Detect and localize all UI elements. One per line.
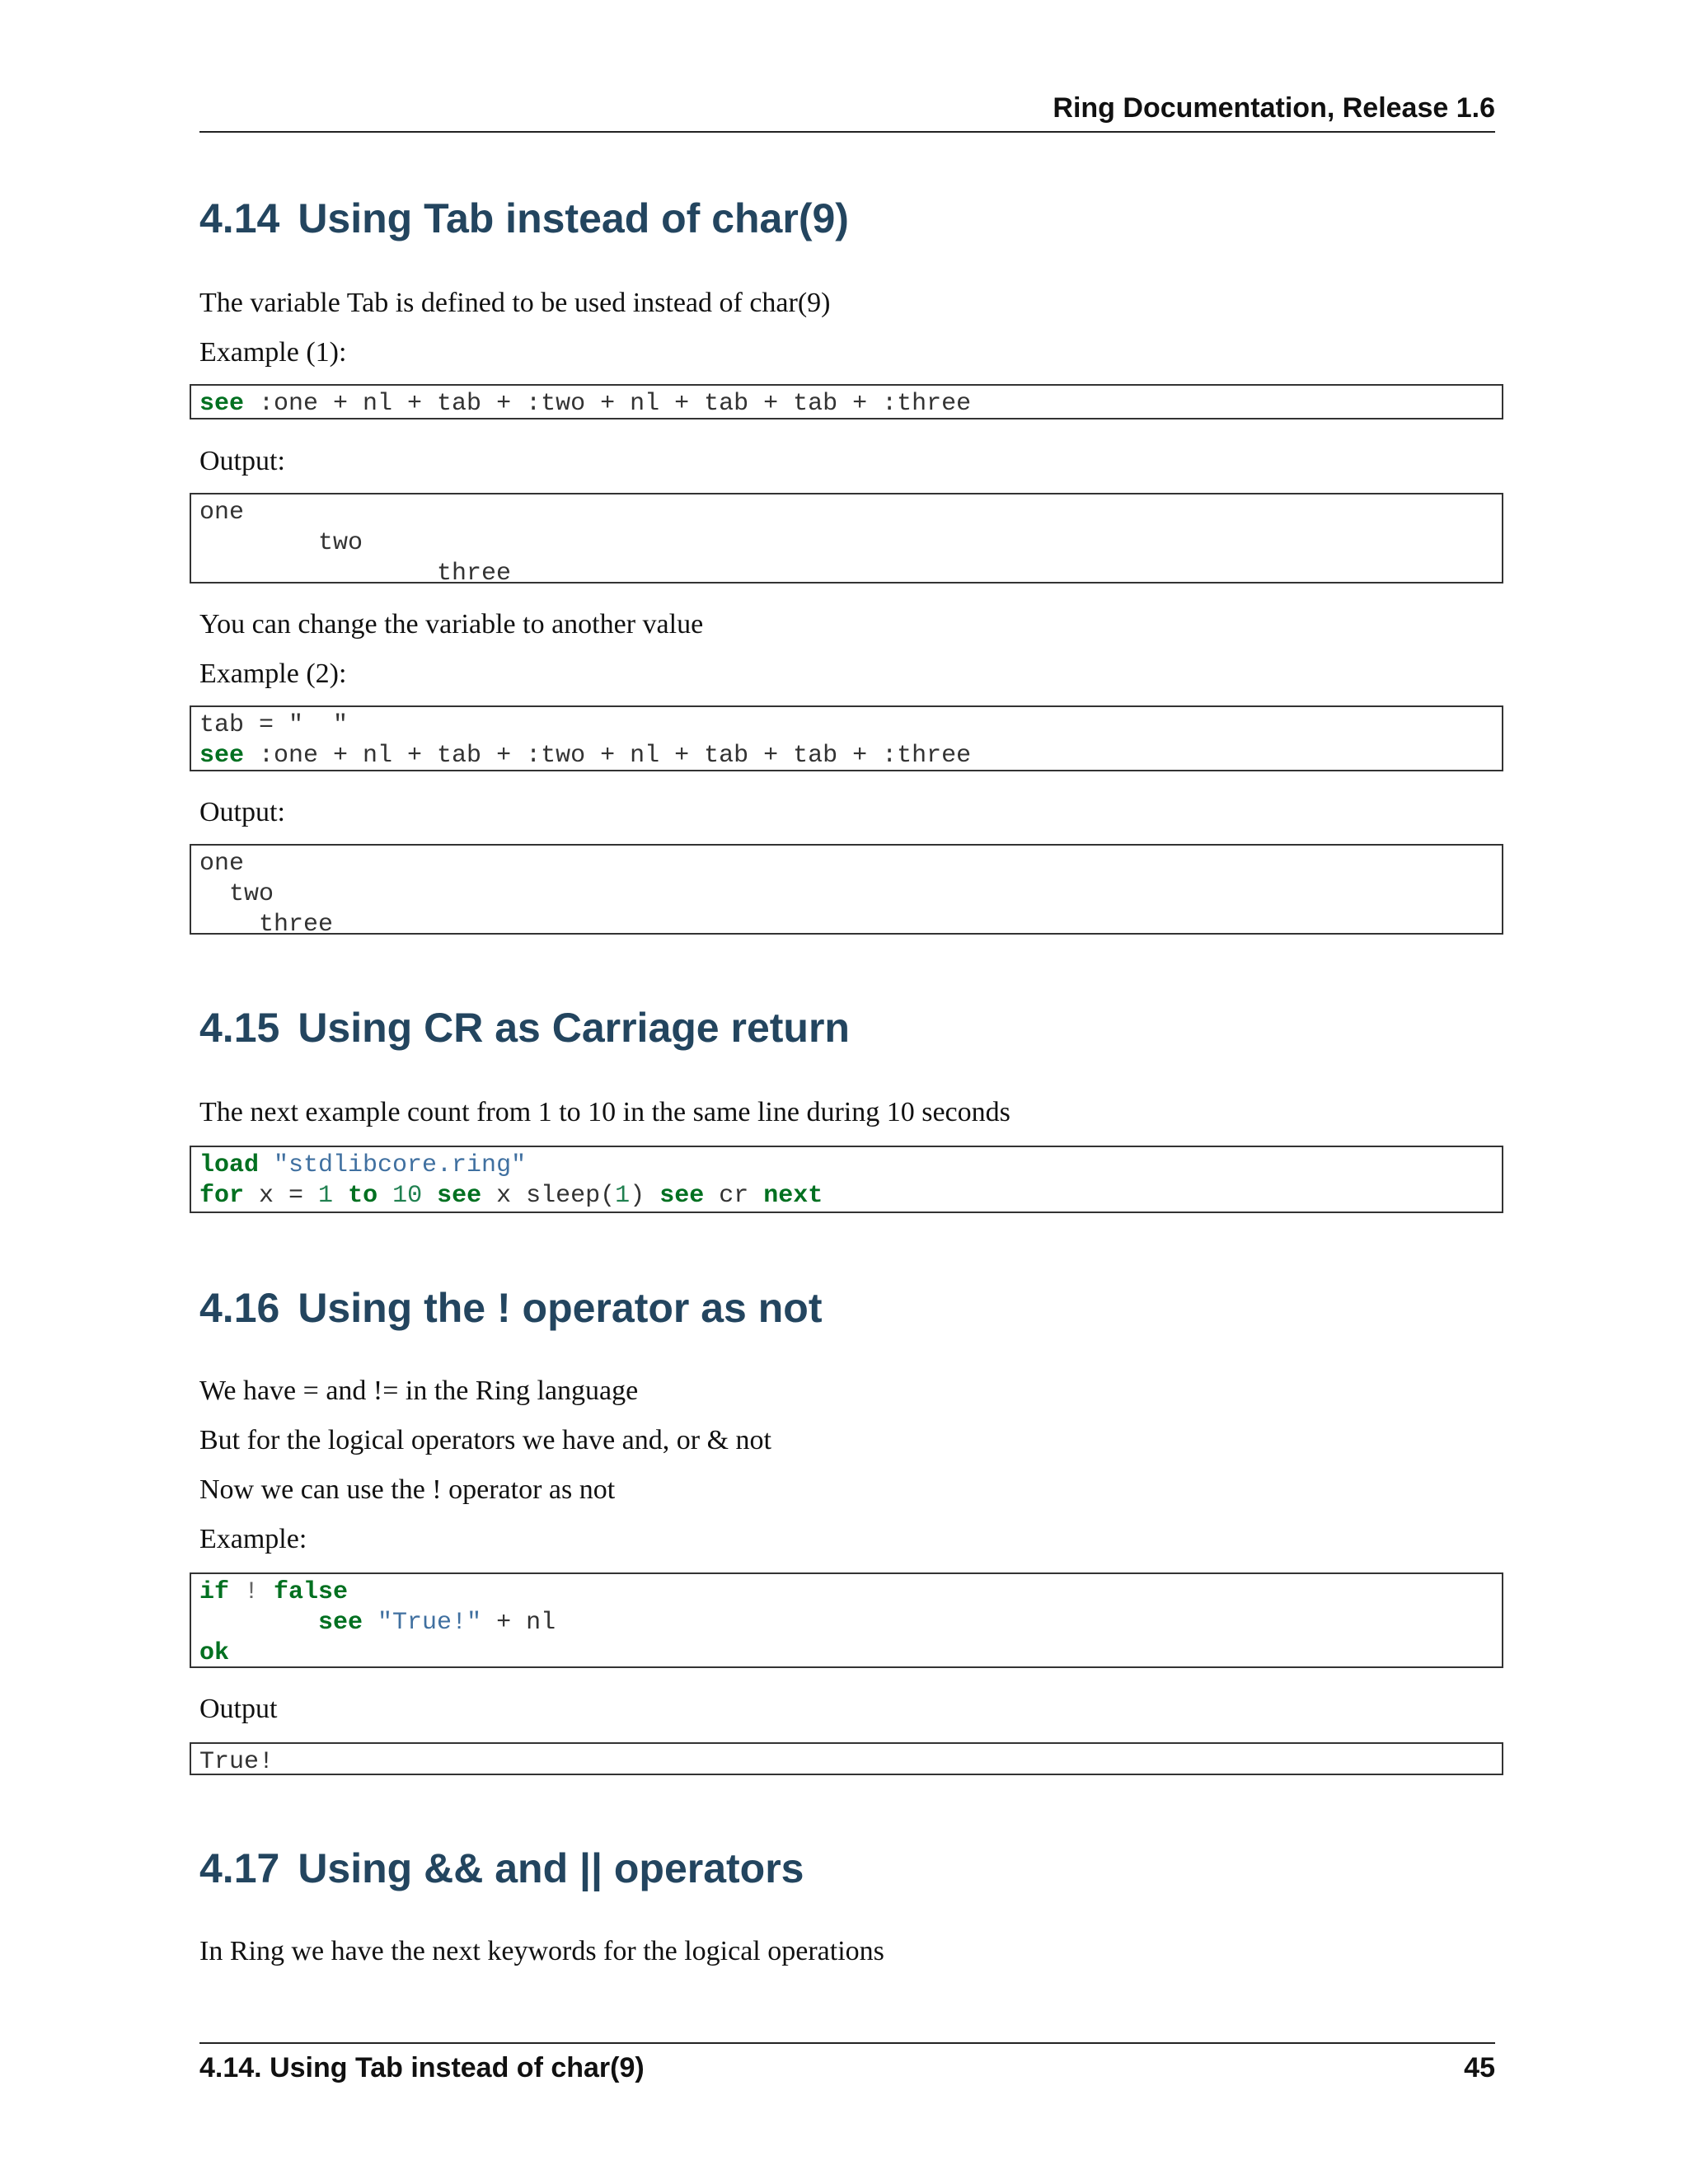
section-heading-4-17: 4.17 Using && and || operators xyxy=(199,1845,804,1891)
paragraph: The next example count from 1 to 10 in the same line during 10 seconds xyxy=(199,1097,1010,1127)
code-block-example-1: see :one + nl + tab + :two + nl + tab + tab + :three xyxy=(190,384,1503,419)
running-footer xyxy=(199,2042,1495,2084)
page-number: 45 xyxy=(1464,2052,1495,2083)
section-heading-4-15: 4.15 Using CR as Carriage return xyxy=(199,1005,850,1051)
output-block-2: one two three xyxy=(190,844,1503,935)
paragraph: We have = and != in the Ring language xyxy=(199,1376,639,1406)
running-header: Ring Documentation, Release 1.6 xyxy=(199,92,1495,133)
code-block-not-operator: if ! false see "True!" + nl ok xyxy=(190,1572,1503,1668)
output-block-1: one two three xyxy=(190,493,1503,583)
paragraph: Example (1): xyxy=(199,337,347,368)
paragraph: Output: xyxy=(199,797,285,827)
paragraph: Now we can use the ! operator as not xyxy=(199,1474,616,1505)
paragraph: Example (2): xyxy=(199,658,347,689)
section-heading-4-16: 4.16 Using the ! operator as not xyxy=(199,1285,823,1331)
paragraph: Output xyxy=(199,1694,278,1724)
footer-section-title: 4.14. Using Tab instead of char(9) xyxy=(199,2052,645,2083)
section-heading-4-14: 4.14 Using Tab instead of char(9) xyxy=(199,195,849,241)
code-block-example-2: tab = " " see :one + nl + tab + :two + nl + tab + tab + :three xyxy=(190,705,1503,771)
paragraph: The variable Tab is defined to be used instead of char(9) xyxy=(199,288,831,318)
code-block-cr: load "stdlibcore.ring" for x = 1 to 10 see x sleep(1) see cr next xyxy=(190,1146,1503,1213)
paragraph: Output: xyxy=(199,446,285,476)
paragraph: But for the logical operators we have and, or & not xyxy=(199,1425,771,1455)
paragraph: You can change the variable to another value xyxy=(199,609,704,640)
paragraph: Example: xyxy=(199,1524,307,1554)
output-block-true: True! xyxy=(190,1742,1503,1775)
paragraph: In Ring we have the next keywords for the logical operations xyxy=(199,1936,884,1966)
